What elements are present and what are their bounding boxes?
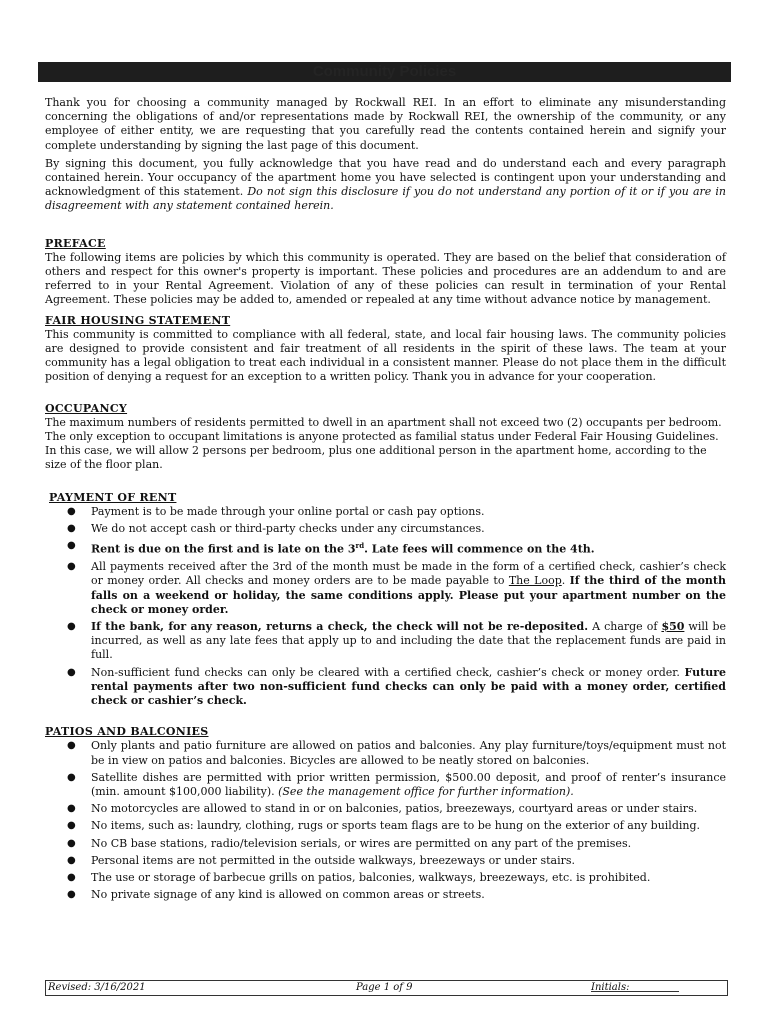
fair-housing-text: This community is committed to compliance with all federal, state, and local fair housing laws. The community policies are designed to provide consistent and fair treatment of all residents in the spirit of these laws. The team at your community has a legal obligation to treat each individual in a consistent manner. Please do not place them in the difficult position of denying a request for an exception to a written policy. Thank you in advance for your cooperation. [45,327,726,384]
page-title: Community Policies [312,63,457,80]
bullet-dot-icon: ● [67,523,76,535]
bullet-dot-icon: ● [67,889,76,901]
list-item: ● Payment is to be made through your online portal or cash pay options. [67,504,485,518]
payment-list [45,505,726,708]
list-item: ● Rent is due on the first and is late on the 3rd. Late fees will commence on the 4th. [67,540,595,556]
patios-list [45,739,726,902]
occupancy-heading: OCCUPANCY [45,401,128,415]
payee-name: The Loop [508,574,562,588]
list-item: ● We do not accept cash or third-party checks under any circumstances. [67,522,485,536]
bullet-dot-icon: ● [67,803,76,815]
list-item: ● All payments received after the 3rd of the month must be made in the form of a certified check, cashier’s check or money order. All checks and money orders are to be made payable to The Loop. If the third of the month falls on a weekend or holiday, the same conditions apply. Please put your apartment number on the check or money order. [67,560,726,616]
page-footer: Revised: 3/16/2021 Page 1 of 9 Initials: [45,980,728,996]
occupancy-text: The maximum numbers of residents permitted to dwell in an apartment shall not exceed two (2) occupants per bedroom. The only exception to occupant limitations is anyone protected as familial status under Federal Fair Housing Guidelines. In this case, we will allow 2 persons per bedroom, plus one additional person in the apartment home, according to the size of the floor plan. [45,415,722,472]
fair-housing-heading: FAIR HOUSING STATEMENT [45,313,231,327]
bullet-dot-icon: ● [67,771,76,783]
intro-paragraph-2-text: By signing this document, you fully acknowledge that you have read and do understand each and every paragraph contained herein. Your occupancy of the apartment home you have selected is contingent upon your understanding and acknowledgment of this statement. [45,156,726,199]
list-item: ● No motorcycles are allowed to stand in or on balconies, patios, breezeways, courtyard areas or under stairs. [67,802,698,816]
bullet-dot-icon: ● [67,561,76,573]
bullet-dot-icon: ● [67,872,76,883]
patios-heading: PATIOS AND BALCONIES [45,725,209,739]
bullet-dot-icon: ● [67,620,76,632]
intro-paragraph-2 [45,157,726,214]
revised-date: Revised: 3/16/2021 [48,982,146,993]
list-item: ● No CB base stations, radio/television serials, or wires are permitted on any part of the premises. [67,836,632,850]
list-item: ● Non-sufficient fund checks can only be cleared with a certified check, cashier’s check or money order. Future rental payments after two non-sufficient fund checks can only be paid with a money order, certified check or cashier’s check. [67,665,726,707]
intro-disclaimer: Do not sign this disclosure if you do not understand any portion of it or if you are in disagreement with any statement contained herein. [45,185,726,213]
intro-paragraph-1: Thank you for choosing a community managed by Rockwall REI. In an effort to eliminate any misunderstanding concerning the obligations of and/or representations made by Rockwall REI, the ownership of the community, or any employee of either entity, we are requesting that you carefully read the contents contained herein and signify your complete understanding by signing the last page of this document. [45,96,726,152]
bullet-dot-icon: ● [67,666,76,678]
initials-field[interactable] [591,981,679,992]
bullet-dot-icon: ● [67,740,76,752]
preface-text: The following items are policies by which this community is operated. They are based on the belief that consideration of others and respect for this owner's property is important. These policies and procedures are an addendum to and are referred to in your Rental Agreement. Violation of any of these policies can result in termination of your Rental Agreement. These policies may be added to, amended or repealed at any time without advance notice by management. [45,250,726,307]
returned-check-fee: $50 [661,619,685,633]
list-item: ● No items, such as: laundry, clothing, rugs or sports team flags are to be hung on the exterior of any building. [67,819,701,833]
bullet-dot-icon: ● [67,540,76,552]
preface-heading: PREFACE [45,236,106,250]
bullet-dot-icon: ● [67,854,76,866]
list-item: ● No private signage of any kind is allowed on common areas or streets. [67,888,485,902]
title-bar [38,62,731,82]
page-number: Page 1 of 9 [356,982,413,993]
list-item: ● If the bank, for any reason, returns a check, the check will not be re-deposited. A charge of $50 will be incurred, as well as any late fees that apply up to and including the date that the replacement funds are paid in full. [67,619,726,662]
list-item: ● Only plants and patio furniture are allowed on patios and balconies. Any play furniture/toys/equipment must not be in view on patios and balconies. Bicycles are allowed to be neatly stored on balconies. [67,739,726,767]
document-body [45,96,726,905]
bullet-dot-icon: ● [67,837,76,849]
bullet-dot-icon: ● [67,820,76,832]
payment-heading: PAYMENT OF RENT [49,490,177,504]
list-item: ● Personal items are not permitted in the outside walkways, breezeways or under stairs. [67,853,575,867]
bullet-dot-icon: ● [67,505,76,517]
list-item: ● The use or storage of barbecue grills on patios, balconies, walkways, breezeways, etc. is prohibited. [67,871,651,884]
list-item: ● Satellite dishes are permitted with prior written permission, $500.00 deposit, and proof of renter’s insurance (min. amount $100,000 liability). (See the management office for further information). [67,770,726,798]
